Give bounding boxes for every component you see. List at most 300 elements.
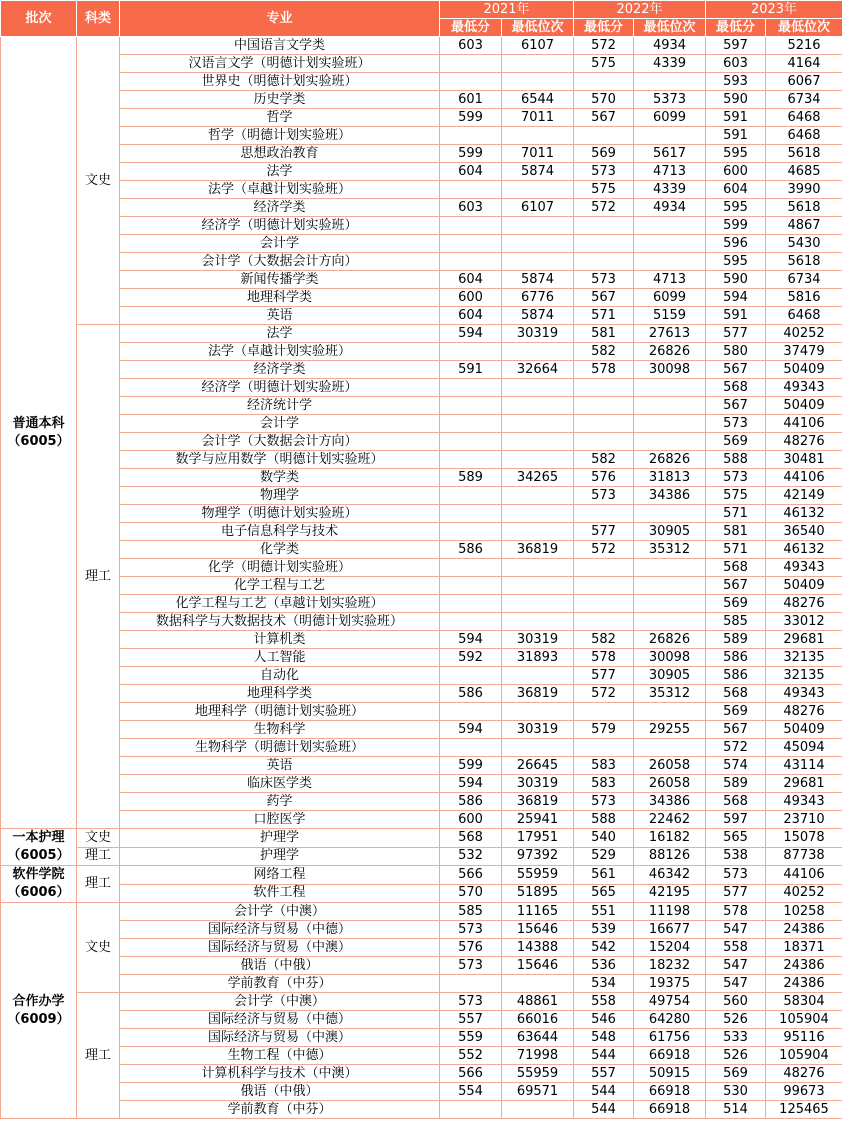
min-rank-2023: 5430: [766, 235, 842, 253]
min-rank-2021: [502, 595, 574, 613]
min-score-2021: 601: [440, 91, 502, 109]
min-rank-2023: 37479: [766, 343, 842, 361]
major-cell: 会计学: [120, 415, 440, 433]
min-rank-2023: 29681: [766, 775, 842, 793]
major-cell: 经济统计学: [120, 397, 440, 415]
table-row: [1, 235, 842, 253]
table-row: [1, 1011, 842, 1029]
min-rank-2023: 44106: [766, 469, 842, 487]
min-score-2021: 599: [440, 757, 502, 775]
table-row: [1, 1083, 842, 1101]
category-cell: 理工: [77, 993, 120, 1119]
min-rank-2022: 26826: [634, 343, 706, 361]
min-rank-2022: 4934: [634, 37, 706, 55]
header-category: 科类: [77, 1, 120, 37]
min-rank-2021: 5874: [502, 307, 574, 325]
min-score-2022: 583: [574, 775, 634, 793]
min-rank-2022: 5159: [634, 307, 706, 325]
table-row: [1, 847, 842, 866]
min-score-2021: [440, 1101, 502, 1119]
table-row: [1, 993, 842, 1011]
major-cell: 会计学（中澳）: [120, 993, 440, 1011]
min-rank-2021: [502, 433, 574, 451]
min-rank-2022: 15204: [634, 939, 706, 957]
min-score-2023: 589: [706, 775, 766, 793]
min-score-2023: 568: [706, 685, 766, 703]
min-rank-2022: 66918: [634, 1083, 706, 1101]
min-score-2021: 589: [440, 469, 502, 487]
header-min-rank-2022: 最低位次: [634, 19, 706, 37]
min-rank-2021: 51895: [502, 884, 574, 903]
min-score-2021: [440, 577, 502, 595]
min-rank-2023: 3990: [766, 181, 842, 199]
min-score-2021: 576: [440, 939, 502, 957]
major-cell: 经济学类: [120, 361, 440, 379]
min-rank-2021: 14388: [502, 939, 574, 957]
table-row: [1, 73, 842, 91]
min-rank-2022: 6099: [634, 109, 706, 127]
major-cell: 护理学: [120, 829, 440, 848]
major-cell: 哲学: [120, 109, 440, 127]
min-rank-2022: 4713: [634, 163, 706, 181]
major-cell: 数学与应用数学（明德计划实验班）: [120, 451, 440, 469]
min-rank-2023: 23710: [766, 811, 842, 829]
table-row: [1, 793, 842, 811]
min-score-2023: 573: [706, 469, 766, 487]
min-score-2022: 575: [574, 55, 634, 73]
major-cell: 法学: [120, 325, 440, 343]
min-score-2021: 604: [440, 307, 502, 325]
min-score-2023: 585: [706, 613, 766, 631]
min-rank-2021: 69571: [502, 1083, 574, 1101]
min-rank-2022: [634, 253, 706, 271]
min-rank-2023: 40252: [766, 325, 842, 343]
min-rank-2023: 10258: [766, 903, 842, 921]
min-rank-2022: 26058: [634, 775, 706, 793]
min-score-2021: [440, 739, 502, 757]
min-rank-2022: [634, 433, 706, 451]
table-row: [1, 271, 842, 289]
table-row: [1, 361, 842, 379]
min-rank-2023: 46132: [766, 541, 842, 559]
category-cell: 理工: [77, 325, 120, 829]
min-score-2022: 582: [574, 343, 634, 361]
category-cell: 文史: [77, 829, 120, 848]
table-body: [1, 37, 842, 1119]
min-score-2021: [440, 415, 502, 433]
table-row: [1, 559, 842, 577]
min-rank-2021: 36819: [502, 685, 574, 703]
table-row: [1, 577, 842, 595]
table-row: [1, 884, 842, 903]
min-rank-2021: 7011: [502, 109, 574, 127]
min-score-2021: 594: [440, 775, 502, 793]
min-score-2021: [440, 433, 502, 451]
min-rank-2021: 6544: [502, 91, 574, 109]
min-score-2022: 544: [574, 1047, 634, 1065]
min-rank-2021: 7011: [502, 145, 574, 163]
min-rank-2023: 49343: [766, 793, 842, 811]
min-score-2023: 595: [706, 253, 766, 271]
min-score-2022: 534: [574, 975, 634, 993]
table-row: [1, 649, 842, 667]
min-rank-2021: 6107: [502, 37, 574, 55]
min-score-2023: 567: [706, 721, 766, 739]
min-score-2021: [440, 55, 502, 73]
min-score-2022: 573: [574, 163, 634, 181]
min-score-2022: [574, 433, 634, 451]
min-rank-2021: 30319: [502, 721, 574, 739]
min-rank-2023: 49343: [766, 559, 842, 577]
table-row: [1, 921, 842, 939]
min-rank-2023: 4685: [766, 163, 842, 181]
min-rank-2023: 50409: [766, 577, 842, 595]
table-row: [1, 37, 842, 55]
min-rank-2022: 11198: [634, 903, 706, 921]
batch-label: 软件学院: [12, 867, 65, 882]
min-rank-2023: 58304: [766, 993, 842, 1011]
min-score-2021: [440, 559, 502, 577]
batch-cell: [1, 829, 77, 866]
min-rank-2023: 5618: [766, 253, 842, 271]
min-rank-2021: [502, 559, 574, 577]
min-rank-2023: 33012: [766, 613, 842, 631]
min-score-2023: 591: [706, 307, 766, 325]
min-score-2021: [440, 235, 502, 253]
min-rank-2021: 30319: [502, 775, 574, 793]
min-score-2022: 578: [574, 649, 634, 667]
batch-label: （6009）: [7, 1011, 70, 1027]
header-year-2023: 2023年: [706, 1, 842, 19]
min-score-2022: 542: [574, 939, 634, 957]
min-score-2023: 547: [706, 975, 766, 993]
min-score-2023: 569: [706, 703, 766, 721]
table-row: [1, 1029, 842, 1047]
min-score-2023: 594: [706, 289, 766, 307]
min-score-2023: 567: [706, 397, 766, 415]
min-rank-2022: [634, 217, 706, 235]
table-row: [1, 903, 842, 921]
min-rank-2021: [502, 73, 574, 91]
min-score-2023: 597: [706, 37, 766, 55]
min-rank-2023: 50409: [766, 721, 842, 739]
major-cell: 经济学（明德计划实验班）: [120, 379, 440, 397]
min-score-2022: 583: [574, 757, 634, 775]
batch-label: （6006）: [7, 885, 70, 900]
major-cell: 口腔医学: [120, 811, 440, 829]
min-rank-2021: [502, 451, 574, 469]
min-score-2023: 588: [706, 451, 766, 469]
min-score-2023: 597: [706, 811, 766, 829]
min-rank-2021: 6107: [502, 199, 574, 217]
min-score-2022: 544: [574, 1101, 634, 1119]
header-min-rank-2021: 最低位次: [502, 19, 574, 37]
min-score-2021: [440, 703, 502, 721]
min-rank-2021: 31893: [502, 649, 574, 667]
category-cell: 文史: [77, 37, 120, 325]
major-cell: 中国语言文学类: [120, 37, 440, 55]
min-score-2022: 572: [574, 37, 634, 55]
min-rank-2022: 4339: [634, 55, 706, 73]
major-cell: 学前教育（中芬）: [120, 1101, 440, 1119]
min-rank-2021: 71998: [502, 1047, 574, 1065]
min-score-2021: 566: [440, 866, 502, 885]
major-cell: 地理科学类: [120, 289, 440, 307]
min-score-2022: 536: [574, 957, 634, 975]
major-cell: 国际经济与贸易（中澳）: [120, 939, 440, 957]
min-rank-2021: [502, 379, 574, 397]
min-score-2021: [440, 379, 502, 397]
table-row: [1, 163, 842, 181]
min-rank-2021: [502, 55, 574, 73]
min-rank-2023: 4164: [766, 55, 842, 73]
min-score-2021: [440, 667, 502, 685]
min-score-2022: 577: [574, 523, 634, 541]
min-score-2022: 558: [574, 993, 634, 1011]
table-row: [1, 703, 842, 721]
header-min-score-2022: 最低分: [574, 19, 634, 37]
min-rank-2022: 4339: [634, 181, 706, 199]
major-cell: 俄语（中俄）: [120, 1083, 440, 1101]
min-rank-2023: 45094: [766, 739, 842, 757]
min-score-2022: 548: [574, 1029, 634, 1047]
min-score-2022: [574, 505, 634, 523]
table-row: [1, 217, 842, 235]
major-cell: 世界史（明德计划实验班）: [120, 73, 440, 91]
batch-cell: [1, 37, 77, 829]
min-score-2023: 603: [706, 55, 766, 73]
table-row: [1, 451, 842, 469]
major-cell: 法学（卓越计划实验班）: [120, 343, 440, 361]
min-rank-2021: [502, 523, 574, 541]
min-rank-2023: 32135: [766, 649, 842, 667]
min-rank-2022: 31813: [634, 469, 706, 487]
major-cell: 法学: [120, 163, 440, 181]
min-score-2021: 554: [440, 1083, 502, 1101]
min-score-2021: [440, 217, 502, 235]
table-row: [1, 975, 842, 993]
min-rank-2023: 48276: [766, 703, 842, 721]
min-rank-2021: [502, 1101, 574, 1119]
table-row: [1, 523, 842, 541]
min-score-2023: 558: [706, 939, 766, 957]
min-rank-2023: 18371: [766, 939, 842, 957]
min-score-2022: 578: [574, 361, 634, 379]
major-cell: 计算机类: [120, 631, 440, 649]
min-score-2023: 575: [706, 487, 766, 505]
major-cell: 化学工程与工艺（卓越计划实验班）: [120, 595, 440, 613]
table-row: [1, 957, 842, 975]
min-score-2022: [574, 127, 634, 145]
min-rank-2023: 44106: [766, 415, 842, 433]
min-rank-2023: 5618: [766, 145, 842, 163]
min-score-2021: 599: [440, 109, 502, 127]
min-score-2021: 566: [440, 1065, 502, 1083]
min-score-2022: 579: [574, 721, 634, 739]
min-score-2023: 569: [706, 1065, 766, 1083]
min-rank-2021: [502, 739, 574, 757]
major-cell: 数学类: [120, 469, 440, 487]
min-score-2023: 526: [706, 1011, 766, 1029]
min-rank-2022: 30098: [634, 361, 706, 379]
major-cell: 化学类: [120, 541, 440, 559]
min-rank-2022: 64280: [634, 1011, 706, 1029]
min-score-2023: 514: [706, 1101, 766, 1119]
min-score-2022: 581: [574, 325, 634, 343]
min-rank-2021: 55959: [502, 866, 574, 885]
min-rank-2023: 29681: [766, 631, 842, 649]
min-rank-2023: 32135: [766, 667, 842, 685]
min-score-2021: [440, 523, 502, 541]
min-rank-2021: [502, 487, 574, 505]
table-row: [1, 487, 842, 505]
min-score-2021: 604: [440, 271, 502, 289]
header-major: 专业: [120, 1, 440, 37]
table-row: [1, 1101, 842, 1119]
min-rank-2021: 36819: [502, 793, 574, 811]
table-row: [1, 866, 842, 885]
min-rank-2022: [634, 127, 706, 145]
min-score-2022: [574, 415, 634, 433]
major-cell: 物理学: [120, 487, 440, 505]
min-rank-2022: 6099: [634, 289, 706, 307]
min-score-2022: [574, 397, 634, 415]
header-min-score-2023: 最低分: [706, 19, 766, 37]
major-cell: 国际经济与贸易（中德）: [120, 1011, 440, 1029]
table-row: [1, 55, 842, 73]
table-row: [1, 433, 842, 451]
table-row: [1, 145, 842, 163]
min-rank-2023: 48276: [766, 1065, 842, 1083]
min-score-2021: [440, 253, 502, 271]
min-score-2021: 586: [440, 685, 502, 703]
table-row: [1, 1047, 842, 1065]
table-row: [1, 685, 842, 703]
min-rank-2023: 24386: [766, 921, 842, 939]
min-rank-2023: 49343: [766, 379, 842, 397]
min-score-2022: 529: [574, 847, 634, 866]
min-rank-2022: 66918: [634, 1047, 706, 1065]
min-rank-2021: 6776: [502, 289, 574, 307]
min-rank-2021: [502, 667, 574, 685]
min-rank-2023: 4867: [766, 217, 842, 235]
min-rank-2022: 88126: [634, 847, 706, 866]
min-score-2022: 546: [574, 1011, 634, 1029]
table-row: [1, 721, 842, 739]
min-rank-2021: 55959: [502, 1065, 574, 1083]
min-rank-2021: [502, 253, 574, 271]
min-rank-2022: [634, 379, 706, 397]
min-rank-2021: 11165: [502, 903, 574, 921]
min-rank-2021: [502, 577, 574, 595]
major-cell: 计算机科学与技术（中澳）: [120, 1065, 440, 1083]
min-rank-2023: 43114: [766, 757, 842, 775]
min-score-2023: 577: [706, 325, 766, 343]
min-rank-2022: [634, 595, 706, 613]
min-rank-2022: 30905: [634, 523, 706, 541]
min-rank-2023: 6468: [766, 109, 842, 127]
table-row: [1, 343, 842, 361]
major-cell: 化学（明德计划实验班）: [120, 559, 440, 577]
min-score-2023: 569: [706, 595, 766, 613]
table-row: [1, 199, 842, 217]
min-rank-2021: 32664: [502, 361, 574, 379]
min-score-2023: 577: [706, 884, 766, 903]
major-cell: 会计学（大数据会计方向）: [120, 433, 440, 451]
min-score-2021: 532: [440, 847, 502, 866]
min-score-2022: 572: [574, 541, 634, 559]
min-score-2022: 588: [574, 811, 634, 829]
min-rank-2022: 19375: [634, 975, 706, 993]
min-rank-2023: 87738: [766, 847, 842, 866]
min-score-2023: 547: [706, 921, 766, 939]
min-rank-2021: 17951: [502, 829, 574, 848]
min-score-2021: 586: [440, 793, 502, 811]
min-score-2021: [440, 343, 502, 361]
min-rank-2023: 50409: [766, 361, 842, 379]
min-score-2023: 568: [706, 379, 766, 397]
min-score-2022: 577: [574, 667, 634, 685]
min-score-2023: 560: [706, 993, 766, 1011]
min-score-2021: 599: [440, 145, 502, 163]
min-rank-2022: [634, 73, 706, 91]
table-row: [1, 829, 842, 848]
major-cell: 英语: [120, 757, 440, 775]
min-score-2021: [440, 451, 502, 469]
min-rank-2021: 63644: [502, 1029, 574, 1047]
major-cell: 哲学（明德计划实验班）: [120, 127, 440, 145]
category-cell: 理工: [77, 847, 120, 866]
table-row: [1, 757, 842, 775]
major-cell: 生物工程（中德）: [120, 1047, 440, 1065]
major-cell: 英语: [120, 307, 440, 325]
min-rank-2021: [502, 127, 574, 145]
min-score-2023: 567: [706, 577, 766, 595]
table-row: [1, 739, 842, 757]
min-score-2023: 538: [706, 847, 766, 866]
min-rank-2021: [502, 217, 574, 235]
major-cell: 国际经济与贸易（中澳）: [120, 1029, 440, 1047]
min-rank-2022: [634, 397, 706, 415]
table-row: [1, 775, 842, 793]
min-score-2023: 547: [706, 957, 766, 975]
min-rank-2023: 5816: [766, 289, 842, 307]
min-score-2022: [574, 253, 634, 271]
min-score-2023: 589: [706, 631, 766, 649]
table-row: [1, 1065, 842, 1083]
table-row: [1, 667, 842, 685]
table-row: [1, 595, 842, 613]
min-score-2021: [440, 73, 502, 91]
table-row: [1, 379, 842, 397]
min-score-2022: 557: [574, 1065, 634, 1083]
min-rank-2023: 6734: [766, 91, 842, 109]
major-cell: 软件工程: [120, 884, 440, 903]
min-rank-2022: 34386: [634, 793, 706, 811]
min-rank-2021: [502, 397, 574, 415]
min-score-2023: 565: [706, 829, 766, 848]
min-rank-2023: 95116: [766, 1029, 842, 1047]
min-rank-2021: 15646: [502, 957, 574, 975]
min-rank-2021: [502, 343, 574, 361]
table-row: [1, 253, 842, 271]
min-score-2023: 530: [706, 1083, 766, 1101]
min-rank-2022: [634, 703, 706, 721]
min-score-2023: 586: [706, 649, 766, 667]
min-score-2023: 571: [706, 541, 766, 559]
major-cell: 护理学: [120, 847, 440, 866]
min-score-2023: 574: [706, 757, 766, 775]
